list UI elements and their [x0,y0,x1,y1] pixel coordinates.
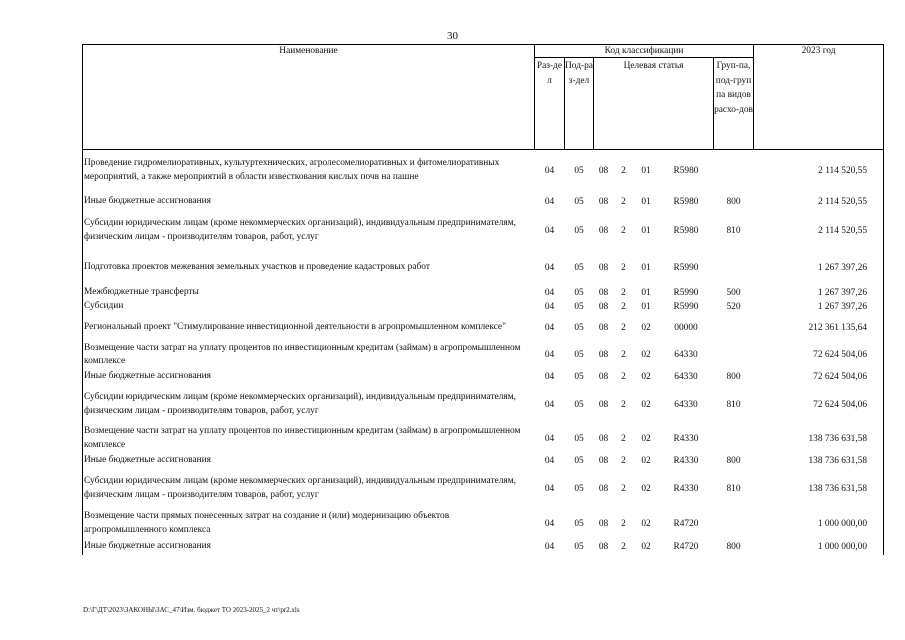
row-target-subprogram: 2 [621,433,626,444]
row-amount: 212 361 135,64 [754,314,884,342]
row-amount: 138 736 631,58 [754,453,884,469]
row-razdel: 04 [544,483,555,494]
row-razdel: 04 [544,371,555,382]
row-amount: 2 114 520,55 [754,150,884,192]
row-podrazdel: 05 [574,399,584,410]
row-amount: 72 624 504,06 [754,385,884,425]
row-target-program: 08 [598,399,609,410]
row-razdel: 04 [544,518,555,529]
row-razdel: 04 [544,165,555,176]
row-podrazdel: 05 [574,350,584,360]
row-target-program: 08 [598,350,609,360]
row-expense-group [714,342,754,369]
table-row [83,385,884,425]
row-expense-group: 800 [726,196,741,207]
row-name: Субсидии юридическим лицам (кроме некоммерческих организаций), индивидуальным предпринимателям, физическим лицам - производителям товаров, работ, услуг [83,469,535,509]
row-name: Межбюджетные трансферты [83,286,535,300]
row-podrazdel: 05 [574,455,584,466]
table-row [83,509,884,539]
row-amount: 1 267 397,26 [754,286,884,300]
row-expense-group [714,250,754,286]
row-target-code: R4720 [673,518,699,529]
row-target-code: R5990 [673,262,699,273]
row-expense-group: 800 [726,455,741,466]
row-target-subprogram: 2 [621,541,626,552]
row-razdel: 04 [544,225,555,236]
row-podrazdel: 05 [574,322,584,333]
row-podrazdel: 05 [574,165,584,176]
row-name: Возмещение части затрат на уплату процентов по инвестиционным кредитам (займам) в агропромышленном комплексе [83,425,535,453]
row-expense-group [714,509,754,539]
row-target-event: 02 [641,371,651,382]
row-podrazdel: 05 [574,371,584,382]
row-razdel: 04 [544,287,555,298]
row-amount: 72 624 504,06 [754,342,884,369]
row-target-program: 08 [598,225,609,236]
row-razdel: 04 [544,322,555,333]
row-target-program: 08 [598,455,609,466]
row-amount: 72 624 504,06 [754,369,884,385]
row-razdel: 04 [544,196,555,207]
table-row [83,212,884,250]
row-name: Субсидии [83,300,535,314]
row-target-program: 08 [598,262,609,273]
row-target-code: R5990 [673,287,699,298]
row-amount: 1 267 397,26 [754,250,884,286]
row-amount: 1 000 000,00 [754,509,884,539]
header-razdel: Раз-дел [535,58,565,150]
row-target-program: 08 [598,433,609,444]
row-podrazdel: 05 [574,541,584,552]
row-expense-group: 500 [726,287,741,298]
row-expense-group [714,425,754,453]
row-amount: 138 736 631,58 [754,469,884,509]
row-target-subprogram: 2 [621,287,626,298]
row-target-subprogram: 2 [621,455,626,466]
row-name: Иные бюджетные ассигнования [83,539,535,555]
row-expense-group [714,314,754,342]
row-razdel: 04 [544,301,555,312]
row-target-event: 02 [641,483,651,494]
row-podrazdel: 05 [574,196,584,207]
row-target-event: 02 [641,433,651,444]
row-target-program: 08 [598,322,609,333]
row-target-event: 02 [641,350,651,360]
row-target-event: 01 [641,262,651,273]
row-target-program: 08 [598,196,609,207]
row-podrazdel: 05 [574,518,584,529]
row-target-event: 02 [641,541,651,552]
row-razdel: 04 [544,433,555,444]
row-razdel: 04 [544,399,555,410]
row-podrazdel: 05 [574,225,584,236]
row-target-code: 64330 [674,371,698,382]
row-expense-group: 800 [726,371,741,382]
row-target-program: 08 [598,165,609,176]
row-target-subprogram: 2 [621,301,626,312]
row-target-program: 08 [598,541,609,552]
header-podrazdel: Под-раз-дел [565,58,594,150]
row-target-subprogram: 2 [621,483,626,494]
row-target-subprogram: 2 [621,165,626,176]
row-target-program: 08 [598,518,609,529]
row-target-subprogram: 2 [621,262,626,273]
row-expense-group: 810 [726,225,741,236]
row-target-code: 64330 [674,350,698,360]
row-target-subprogram: 2 [621,196,626,207]
row-podrazdel: 05 [574,262,584,273]
row-target-program: 08 [598,371,609,382]
row-target-code: R5980 [673,225,699,236]
row-name: Региональный проект "Стимулирование инвестиционной деятельности в агропромышленном комплексе" [83,314,535,342]
row-target-subprogram: 2 [621,371,626,382]
row-amount: 1 000 000,00 [754,539,884,555]
file-path-footer: D:\Г\ДТ\2023\ЗАКОНЫ\ЗАС_47\Изм. бюджет ТО 2023-2025_2 чт\pr2.xls [83,606,300,614]
row-target-subprogram: 2 [621,399,626,410]
table-row [83,369,884,385]
row-target-code: R4720 [673,541,699,552]
table-row [83,425,884,453]
row-razdel: 04 [544,262,555,273]
row-expense-group [714,150,754,192]
header-name: Наименование [83,45,535,150]
row-target-subprogram: 2 [621,322,626,333]
row-target-code: R4330 [673,455,699,466]
row-target-event: 02 [641,399,651,410]
table-row [83,150,884,192]
row-target-program: 08 [598,483,609,494]
row-target-code: R5980 [673,165,699,176]
header-target-article: Целевая статья [594,58,714,150]
row-name: Иные бюджетные ассигнования [83,453,535,469]
row-expense-group: 520 [726,301,741,312]
row-target-event: 02 [641,455,651,466]
row-target-code: 64330 [674,399,698,410]
row-expense-group: 810 [726,399,741,410]
row-target-event: 01 [641,225,651,236]
row-podrazdel: 05 [574,287,584,298]
table-row [83,539,884,555]
row-razdel: 04 [544,541,555,552]
row-name: Иные бюджетные ассигнования [83,369,535,385]
row-target-subprogram: 2 [621,350,626,360]
row-podrazdel: 05 [574,433,584,444]
table-row [83,286,884,300]
row-target-event: 01 [641,301,651,312]
row-name: Подготовка проектов межевания земельных участков и проведение кадастровых работ [83,250,535,286]
table-row [83,342,884,369]
row-name: Проведение гидромелиоративных, культуртехнических, агролесомелиоративных и фитомелиоративных мероприятий, а также мероприятий в области известкования кислых почв на пашне [83,150,535,192]
row-name: Возмещение части затрат на уплату процентов по инвестиционным кредитам (займам) в агропромышленном комплексе [83,342,535,369]
row-target-code: 00000 [674,322,698,333]
row-target-event: 02 [641,322,651,333]
row-target-event: 02 [641,518,651,529]
row-target-code: R5980 [673,196,699,207]
table-row [83,192,884,212]
row-target-code: R4330 [673,483,699,494]
row-name: Иные бюджетные ассигнования [83,192,535,212]
header-classification-code: Код классификации [535,45,754,58]
budget-table [82,44,884,555]
row-name: Возмещение части прямых понесенных затрат на создание и (или) модернизацию объектов агропромышленного комплекса [83,509,535,539]
row-target-subprogram: 2 [621,225,626,236]
table-row [83,250,884,286]
page-number: 30 [447,30,458,42]
row-podrazdel: 05 [574,301,584,312]
row-name: Субсидии юридическим лицам (кроме некоммерческих организаций), индивидуальным предпринимателям, физическим лицам - производителям товаров, работ, услуг [83,385,535,425]
row-amount: 1 267 397,26 [754,300,884,314]
table-row [83,469,884,509]
row-target-subprogram: 2 [621,518,626,529]
row-expense-group: 800 [726,541,741,552]
row-razdel: 04 [544,350,555,360]
table-row [83,314,884,342]
row-amount: 2 114 520,55 [754,192,884,212]
row-target-program: 08 [598,287,609,298]
row-amount: 138 736 631,58 [754,425,884,453]
row-target-event: 01 [641,165,651,176]
row-amount: 2 114 520,55 [754,212,884,250]
table-row [83,453,884,469]
row-name: Субсидии юридическим лицам (кроме некоммерческих организаций), индивидуальным предпринимателям, физическим лицам - производителям товаров, работ, услуг [83,212,535,250]
header-year: 2023 год [754,45,884,150]
row-target-event: 01 [641,196,651,207]
row-podrazdel: 05 [574,483,584,494]
table-row [83,300,884,314]
row-razdel: 04 [544,455,555,466]
row-target-event: 01 [641,287,651,298]
row-expense-group: 810 [726,483,741,494]
header-expense-group: Груп-па, под-группа видов расхо-дов [714,58,754,150]
row-target-code: R4330 [673,433,699,444]
row-target-program: 08 [598,301,609,312]
row-target-code: R5990 [673,301,699,312]
